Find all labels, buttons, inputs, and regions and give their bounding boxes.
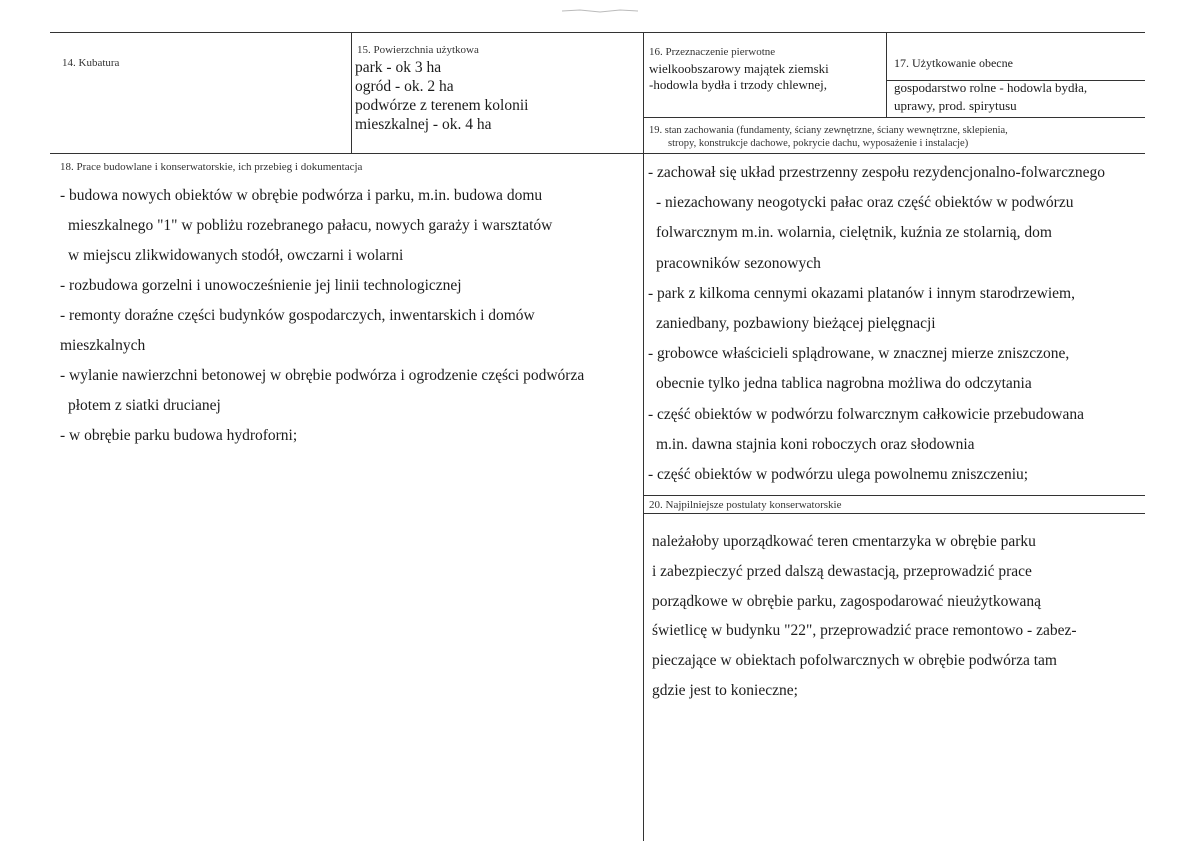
section-16-line: -hodowla bydła i trzody chlewnej, [649, 77, 827, 92]
rule-below-20-label [644, 513, 1145, 514]
rule-above-20 [644, 495, 1145, 496]
section-19-line: - część obiektów w podwórzu ulega powolnemu zniszczeniu; [648, 466, 1029, 484]
top-rule [50, 32, 1145, 33]
section-15-line: park - ok 3 ha [355, 59, 442, 76]
section-15-line: mieszkalnej - ok. 4 ha [355, 116, 492, 133]
section-19-line: pracowników sezonowych [656, 254, 821, 272]
section-18-line: mieszkalnych [60, 337, 146, 354]
section-15-label: 15. Powierzchnia użytkowa [357, 44, 479, 56]
section-18-line: płotem z siatki drucianej [68, 397, 221, 414]
section-18-line: - w obrębie parku budowa hydroforni; [60, 427, 298, 444]
section-18-line: - rozbudowa gorzelni i unowocześnienie jej linii technologicznej [60, 277, 462, 294]
section-14-label: 14. Kubatura [62, 57, 120, 69]
section-19-line: obecnie tylko jedna tablica nagrobna możliwa do odczytania [656, 375, 1032, 393]
scan-artifact-mark [560, 8, 640, 14]
section-18-content [60, 181, 584, 451]
section-19-line: - część obiektów w podwórzu folwarcznym całkowicie przebudowana [648, 405, 1084, 423]
section-20-line: świetlicę w budynku "22", przeprowadzić prace remontowo - zabez- [652, 622, 1077, 640]
rule-above-19 [644, 117, 1145, 118]
section-20-line: należałoby uporządkować teren cmentarzyka w obrębie parku [652, 533, 1036, 550]
section-17-line: uprawy, prod. spirytusu [894, 98, 1017, 113]
section-19-line: zaniedbany, pozbawiony bieżącej pielęgnacji [656, 315, 936, 333]
section-19-line: - niezachowany neogotycki pałac oraz część obiektów w podwórzu [656, 194, 1074, 212]
section-16-line: wielkoobszarowy majątek ziemski [649, 61, 829, 76]
section-19-line: m.in. dawna stajnia koni roboczych oraz słodownia [656, 435, 975, 453]
section-20-line: gdzie jest to konieczne; [652, 681, 798, 699]
section-19-line: - grobowce właścicieli splądrowane, w znacznej mierze zniszczone, [648, 345, 1070, 363]
section-15-line: ogród - ok. 2 ha [355, 78, 454, 95]
section-18-line: - budowa nowych obiektów w obrębie podwórza i parku, m.in. budowa domu [60, 187, 543, 204]
rule-above-18 [50, 153, 643, 154]
section-19-line: folwarcznym m.in. wolarnia, cielętnik, kuźnia ze stolarnią, dom [656, 224, 1052, 242]
section-18-line: - remonty doraźne części budynków gospodarczych, inwentarskich i domów [60, 307, 535, 324]
section-17-line: gospodarstwo rolne - hodowla bydła, [894, 80, 1088, 95]
section-20-line: i zabezpieczyć przed dalszą dewastacją, przeprowadzić prace [652, 562, 1032, 580]
center-divider [643, 33, 644, 841]
section-18-line: - wylanie nawierzchni betonowej w obrębie podwórza i ogrodzenie części podwórza [60, 367, 585, 384]
section-19-line: - zachował się układ przestrzenny zespołu rezydencjonalno-folwarcznego [648, 164, 1106, 181]
section-18-line: mieszkalnego "1" w pobliżu rozebranego pałacu, nowych garaży i warsztatów [68, 217, 553, 234]
section-17-label: 17. Użytkowanie obecne [894, 56, 1013, 70]
section-16-label: 16. Przeznaczenie pierwotne [649, 46, 776, 58]
section-19-label: 19. stan zachowania (fundamenty, ściany zewnętrzne, ściany wewnętrzne, sklepienia, [649, 125, 1008, 136]
section-19-label-cont: stropy, konstrukcje dachowe, pokrycie dachu, wyposażenie i instalacje) [668, 138, 969, 149]
section-20-content [652, 527, 1077, 706]
rule-below-19-label [644, 153, 1145, 154]
section-19-line: - park z kilkoma cennymi okazami platanów i innym starodrzewiem, [648, 284, 1075, 302]
section-20-line: pieczające w obiektach pofolwarcznych w obrębie podwórza tam [652, 652, 1057, 670]
section-20-label: 20. Najpilniejsze postulaty konserwatorskie [649, 499, 842, 511]
section-19-content [648, 158, 1105, 490]
section-18-label: 18. Prace budowlane i konserwatorskie, ich przebieg i dokumentacja [60, 161, 363, 173]
section-20-line: porządkowe w obrębie parku, zagospodarować nieużytkowaną [652, 592, 1042, 610]
divider-col-16-17 [886, 33, 887, 117]
section-15-line: podwórze z terenem kolonii [355, 97, 529, 114]
divider-col-14-15 [351, 33, 352, 153]
section-18-line: w miejscu zlikwidowanych stodół, owczarni i wolarni [68, 247, 404, 264]
section-15-content [355, 58, 528, 134]
